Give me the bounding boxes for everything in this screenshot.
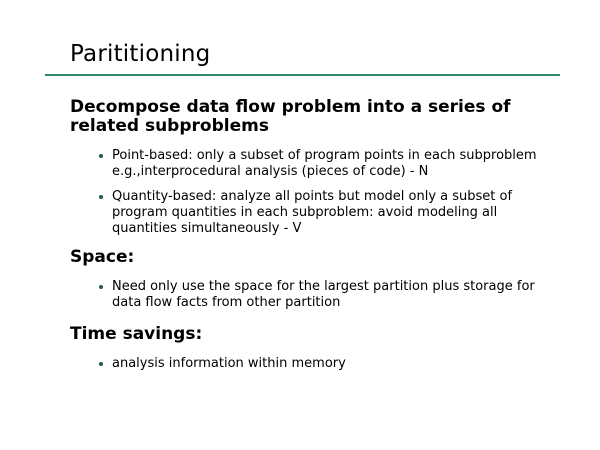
title-divider — [45, 74, 560, 76]
bullet-list-decompose — [70, 148, 540, 237]
section-heading-space: Space: — [70, 247, 135, 267]
bullet-text: Need only use the space for the largest partition plus storage for data flow facts from other partition — [112, 279, 535, 310]
slide-title: Parititioning — [70, 41, 211, 67]
bullet-dot-icon — [99, 154, 103, 158]
section-heading-decompose: Decompose data flow problem into a series of related subproblems — [70, 97, 511, 136]
slide-content — [70, 98, 540, 372]
bullet-dot-icon — [99, 195, 103, 199]
bullet-text: Quantity-based: analyze all points but model only a subset of program quantities in each subproblem: avoid modeling all quantities simultaneously - V — [112, 189, 513, 236]
bullet-item-quantity-based — [70, 189, 540, 237]
bullet-dot-icon — [99, 362, 103, 366]
section-heading-time-savings: Time savings: — [70, 324, 203, 344]
bullet-dot-icon — [99, 285, 103, 289]
bullet-item-space — [70, 279, 540, 311]
bullet-list-time-savings — [70, 356, 540, 372]
bullet-text: analysis information within memory — [112, 356, 346, 371]
bullet-item-memory — [70, 356, 540, 372]
bullet-item-point-based — [70, 148, 540, 180]
bullet-list-space — [70, 279, 540, 311]
bullet-text: Point-based: only a subset of program points in each subproblem e.g.,interprocedural analysis (pieces of code) - N — [112, 148, 537, 179]
